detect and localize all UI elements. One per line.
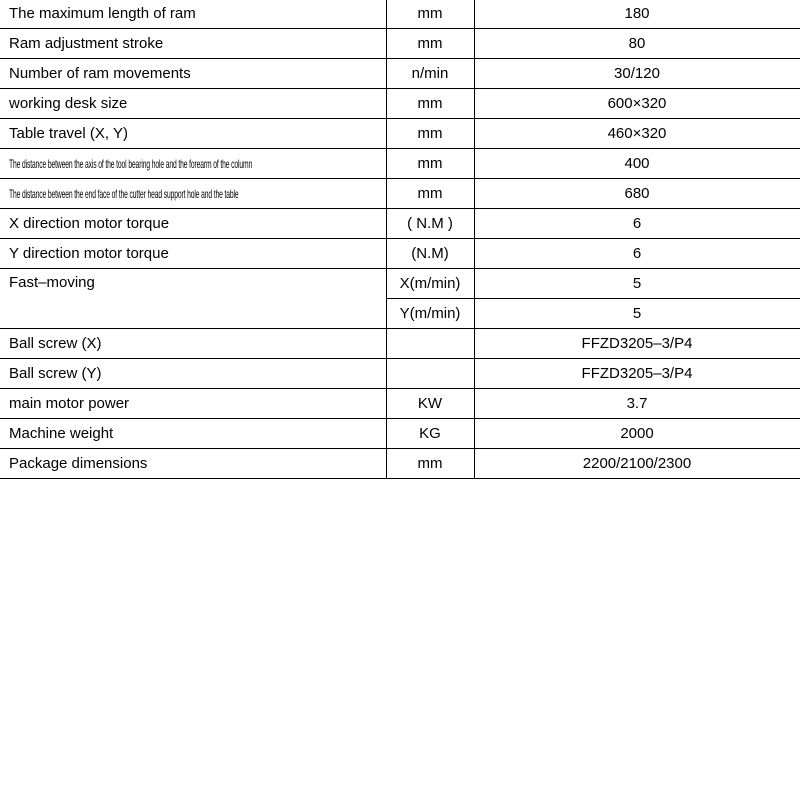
table-row xyxy=(0,419,800,449)
spec-value: 80 xyxy=(474,29,800,59)
spec-value: 680 xyxy=(474,179,800,209)
spec-unit: KG xyxy=(386,419,474,449)
spec-unit: (N.M) xyxy=(386,239,474,269)
spec-value: 2000 xyxy=(474,419,800,449)
table-row xyxy=(0,59,800,89)
spec-name: working desk size xyxy=(0,89,386,119)
spec-value: 5 xyxy=(474,269,800,299)
table-row xyxy=(0,329,800,359)
table-row xyxy=(0,89,800,119)
spec-value: 180 xyxy=(474,0,800,29)
spec-name: X direction motor torque xyxy=(0,209,386,239)
spec-unit xyxy=(386,359,474,389)
spec-value: FFZD3205–3/P4 xyxy=(474,359,800,389)
spec-name: The distance between the end face of the cutter head support hole and the table xyxy=(9,186,239,201)
spec-name: Package dimensions xyxy=(0,449,386,479)
spec-unit xyxy=(386,329,474,359)
spec-value: 6 xyxy=(474,209,800,239)
spec-name: The maximum length of ram xyxy=(0,0,386,29)
spec-value: 2200/2100/2300 xyxy=(474,449,800,479)
table-row xyxy=(0,149,800,179)
spec-value: 400 xyxy=(474,149,800,179)
spec-unit: mm xyxy=(386,119,474,149)
spec-unit: X(m/min) xyxy=(386,269,474,299)
spec-unit: ( N.M ) xyxy=(386,209,474,239)
spec-unit: n/min xyxy=(386,59,474,89)
spec-unit: mm xyxy=(386,449,474,479)
spec-unit: KW xyxy=(386,389,474,419)
spec-name: Machine weight xyxy=(0,419,386,449)
table-row xyxy=(0,0,800,29)
table-row xyxy=(0,119,800,149)
spec-name: Ram adjustment stroke xyxy=(0,29,386,59)
spec-name: main motor power xyxy=(0,389,386,419)
spec-value: 3.7 xyxy=(474,389,800,419)
table-row xyxy=(0,359,800,389)
spec-value: 6 xyxy=(474,239,800,269)
spec-name: The distance between the axis of the tool bearing hole and the forearm of the column xyxy=(9,156,253,171)
table-row xyxy=(0,449,800,479)
spec-name: Ball screw (Y) xyxy=(0,359,386,389)
spec-unit: mm xyxy=(386,179,474,209)
spec-unit: mm xyxy=(386,149,474,179)
spec-name-cell xyxy=(0,179,386,209)
table-row xyxy=(0,239,800,269)
spec-unit: Y(m/min) xyxy=(386,299,474,329)
spec-name-cell xyxy=(0,149,386,179)
table-row xyxy=(0,389,800,419)
spec-value: 600×320 xyxy=(474,89,800,119)
spec-unit: mm xyxy=(386,89,474,119)
spec-value: 30/120 xyxy=(474,59,800,89)
spec-value: 460×320 xyxy=(474,119,800,149)
table-row xyxy=(0,209,800,239)
table-row xyxy=(0,29,800,59)
spec-name: Y direction motor torque xyxy=(0,239,386,269)
table-row xyxy=(0,179,800,209)
spec-name: Table travel (X, Y) xyxy=(0,119,386,149)
spec-value: 5 xyxy=(474,299,800,329)
spec-name: Ball screw (X) xyxy=(0,329,386,359)
spec-name: Number of ram movements xyxy=(0,59,386,89)
spec-unit: mm xyxy=(386,0,474,29)
table-row xyxy=(0,269,800,299)
spec-value: FFZD3205–3/P4 xyxy=(474,329,800,359)
spec-name: Fast–moving xyxy=(0,269,386,329)
spec-unit: mm xyxy=(386,29,474,59)
